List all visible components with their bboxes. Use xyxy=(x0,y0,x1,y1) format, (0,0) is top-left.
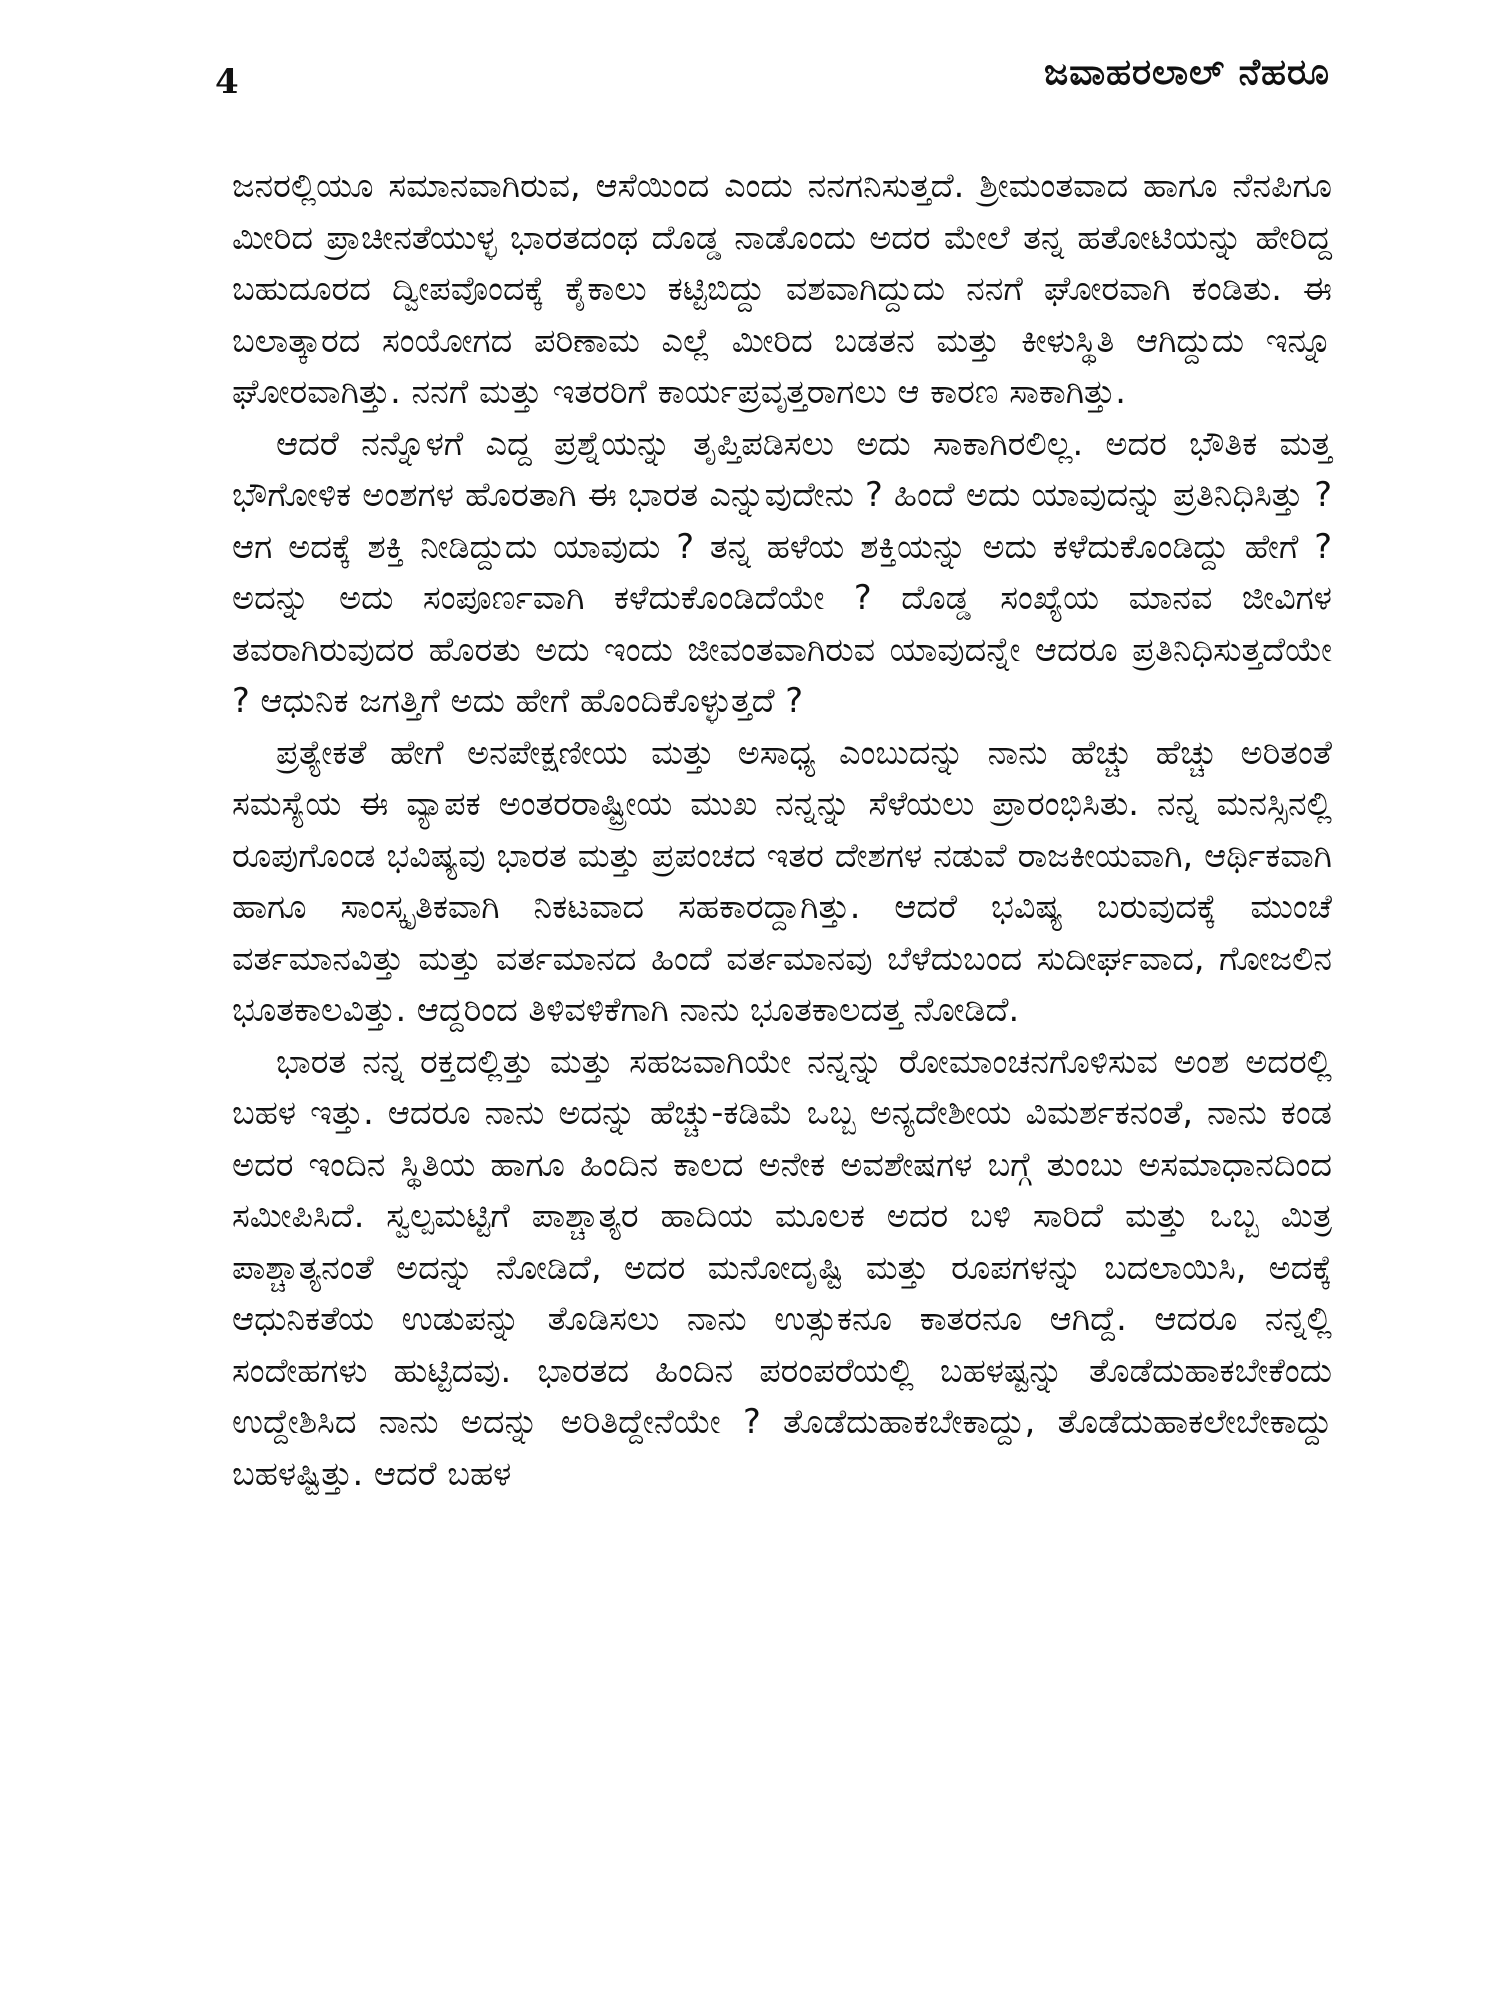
body-text xyxy=(232,160,1332,1499)
paragraph-1: ಜನರಲ್ಲಿಯೂ ಸಮಾನವಾಗಿರುವ, ಆಸೆಯಿಂದ ಎಂದು ನನಗನಿಸುತ್ತದೆ. ಶ್ರೀಮಂತವಾದ ಹಾಗೂ ನೆನಪಿಗೂ ಮೀರಿದ ಪ್ರಾಚೀನತೆಯುಳ್ಳ ಭಾರತದಂಥ ದೊಡ್ಡ ನಾಡೊಂದು ಅದರ ಮೇಲೆ ತನ್ನ ಹತೋಟಿಯನ್ನು ಹೇರಿದ್ದ ಬಹುದೂರದ ದ್ವೀಪವೊಂದಕ್ಕೆ ಕೈಕಾಲು ಕಟ್ಟಿಬಿದ್ದು ವಶವಾಗಿದ್ದುದು ನನಗೆ ಘೋರವಾಗಿ ಕಂಡಿತು. ಈ ಬಲಾತ್ಕಾರದ ಸಂಯೋಗದ ಪರಿಣಾಮ ಎಲ್ಲೆ ಮೀರಿದ ಬಡತನ ಮತ್ತು ಕೀಳುಸ್ಥಿತಿ ಆಗಿದ್ದುದು ಇನ್ನೂ ಘೋರವಾಗಿತ್ತು. ನನಗೆ ಮತ್ತು ಇತರರಿಗೆ ಕಾರ್ಯಪ್ರವೃತ್ತರಾಗಲು ಆ ಕಾರಣ ಸಾಕಾಗಿತ್ತು. xyxy=(232,166,1332,411)
paragraph-3: ಪ್ರತ್ಯೇಕತೆ ಹೇಗೆ ಅನಪೇಕ್ಷಣೀಯ ಮತ್ತು ಅಸಾಧ್ಯ ಎಂಬುದನ್ನು ನಾನು ಹೆಚ್ಚು ಹೆಚ್ಚು ಅರಿತಂತೆ ಸಮಸ್ಯೆಯ ಈ ವ್ಯಾಪಕ ಅಂತರರಾಷ್ಟ್ರೀಯ ಮುಖ ನನ್ನನ್ನು ಸೆಳೆಯಲು ಪ್ರಾರಂಭಿಸಿತು. ನನ್ನ ಮನಸ್ಸಿನಲ್ಲಿ ರೂಪುಗೊಂಡ ಭವಿಷ್ಯವು ಭಾರತ ಮತ್ತು ಪ್ರಪಂಚದ ಇತರ ದೇಶಗಳ ನಡುವೆ ರಾಜಕೀಯವಾಗಿ, ಆರ್ಥಿಕವಾಗಿ ಹಾಗೂ ಸಾಂಸ್ಕೃತಿಕವಾಗಿ ನಿಕಟವಾದ ಸಹಕಾರದ್ದಾಗಿತ್ತು. ಆದರೆ ಭವಿಷ್ಯ ಬರುವುದಕ್ಕೆ ಮುಂಚೆ ವರ್ತಮಾನವಿತ್ತು ಮತ್ತು ವರ್ತಮಾನದ ಹಿಂದೆ ವರ್ತಮಾನವು ಬೆಳೆದುಬಂದ ಸುದೀರ್ಘವಾದ, ಗೋಜಲಿನ ಭೂತಕಾಲವಿತ್ತು. ಆದ್ದರಿಂದ ತಿಳಿವಳಿಕೆಗಾಗಿ ನಾನು ಭೂತಕಾಲದತ್ತ ನೋಡಿದೆ. xyxy=(232,732,1332,1029)
paragraph-2: ಆದರೆ ನನ್ನೊಳಗೆ ಎದ್ದ ಪ್ರಶ್ನೆಯನ್ನು ತೃಪ್ತಿಪಡಿಸಲು ಅದು ಸಾಕಾಗಿರಲಿಲ್ಲ. ಅದರ ಭೌತಿಕ ಮತ್ತ ಭೌಗೋಳಿಕ ಅಂಶಗಳ ಹೊರತಾಗಿ ಈ ಭಾರತ ಎನ್ನುವುದೇನು ? ಹಿಂದೆ ಅದು ಯಾವುದನ್ನು ಪ್ರತಿನಿಧಿಸಿತ್ತು ? ಆಗ ಅದಕ್ಕೆ ಶಕ್ತಿ ನೀಡಿದ್ದುದು ಯಾವುದು ? ತನ್ನ ಹಳೆಯ ಶಕ್ತಿಯನ್ನು ಅದು ಕಳೆದುಕೊಂಡಿದ್ದು ಹೇಗೆ ? ಅದನ್ನು ಅದು ಸಂಪೂರ್ಣವಾಗಿ ಕಳೆದುಕೊಂಡಿದೆಯೇ ? ದೊಡ್ಡ ಸಂಖ್ಯೆಯ ಮಾನವ ಜೀವಿಗಳ ತವರಾಗಿರುವುದರ ಹೊರತು ಅದು ಇಂದು ಜೀವಂತವಾಗಿರುವ ಯಾವುದನ್ನೇ ಆದರೂ ಪ್ರತಿನಿಧಿಸುತ್ತದೆಯೇ ? ಆಧುನಿಕ ಜಗತ್ತಿಗೆ ಅದು ಹೇಗೆ ಹೊಂದಿಕೊಳ್ಳುತ್ತದೆ ? xyxy=(232,423,1332,720)
page-number: 4 xyxy=(215,62,239,102)
paragraph-4: ಭಾರತ ನನ್ನ ರಕ್ತದಲ್ಲಿತ್ತು ಮತ್ತು ಸಹಜವಾಗಿಯೇ ನನ್ನನ್ನು ರೋಮಾಂಚನಗೊಳಿಸುವ ಅಂಶ ಅದರಲ್ಲಿ ಬಹಳ ಇತ್ತು. ಆದರೂ ನಾನು ಅದನ್ನು ಹೆಚ್ಚು-ಕಡಿಮೆ ಒಬ್ಬ ಅನ್ಯದೇಶೀಯ ವಿಮರ್ಶಕನಂತೆ, ನಾನು ಕಂಡ ಅದರ ಇಂದಿನ ಸ್ಥಿತಿಯ ಹಾಗೂ ಹಿಂದಿನ ಕಾಲದ ಅನೇಕ ಅವಶೇಷಗಳ ಬಗ್ಗೆ ತುಂಬು ಅಸಮಾಧಾನದಿಂದ ಸಮೀಪಿಸಿದೆ. ಸ್ವಲ್ಪಮಟ್ಟಿಗೆ ಪಾಶ್ಚಾತ್ಯರ ಹಾದಿಯ ಮೂಲಕ ಅದರ ಬಳಿ ಸಾರಿದೆ ಮತ್ತು ಒಬ್ಬ ಮಿತ್ರ ಪಾಶ್ಚಾತ್ಯನಂತೆ ಅದನ್ನು ನೋಡಿದೆ, ಅದರ ಮನೋದೃಷ್ಟಿ ಮತ್ತು ರೂಪಗಳನ್ನು ಬದಲಾಯಿಸಿ, ಅದಕ್ಕೆ ಆಧುನಿಕತೆಯ ಉಡುಪನ್ನು ತೊಡಿಸಲು ನಾನು ಉತ್ಸುಕನೂ ಕಾತರನೂ ಆಗಿದ್ದೆ. ಆದರೂ ನನ್ನಲ್ಲಿ ಸಂದೇಹಗಳು ಹುಟ್ಟಿದವು. ಭಾರತದ ಹಿಂದಿನ ಪರಂಪರೆಯಲ್ಲಿ ಬಹಳಷ್ಟನ್ನು ತೊಡೆದುಹಾಕಬೇಕೆಂದು ಉದ್ದೇಶಿಸಿದ ನಾನು ಅದನ್ನು ಅರಿತಿದ್ದೇನೆಯೇ ? ತೊಡೆದುಹಾಕಬೇಕಾದ್ದು, ತೊಡೆದುಹಾಕಲೇಬೇಕಾದ್ದು ಬಹಳಷ್ಟಿತ್ತು. ಆದರೆ ಬಹಳ xyxy=(232,1041,1332,1493)
page-header xyxy=(215,48,1330,108)
running-head-title: ಜವಾಹರಲಾಲ್ ನೆಹರೂ xyxy=(1044,52,1330,93)
